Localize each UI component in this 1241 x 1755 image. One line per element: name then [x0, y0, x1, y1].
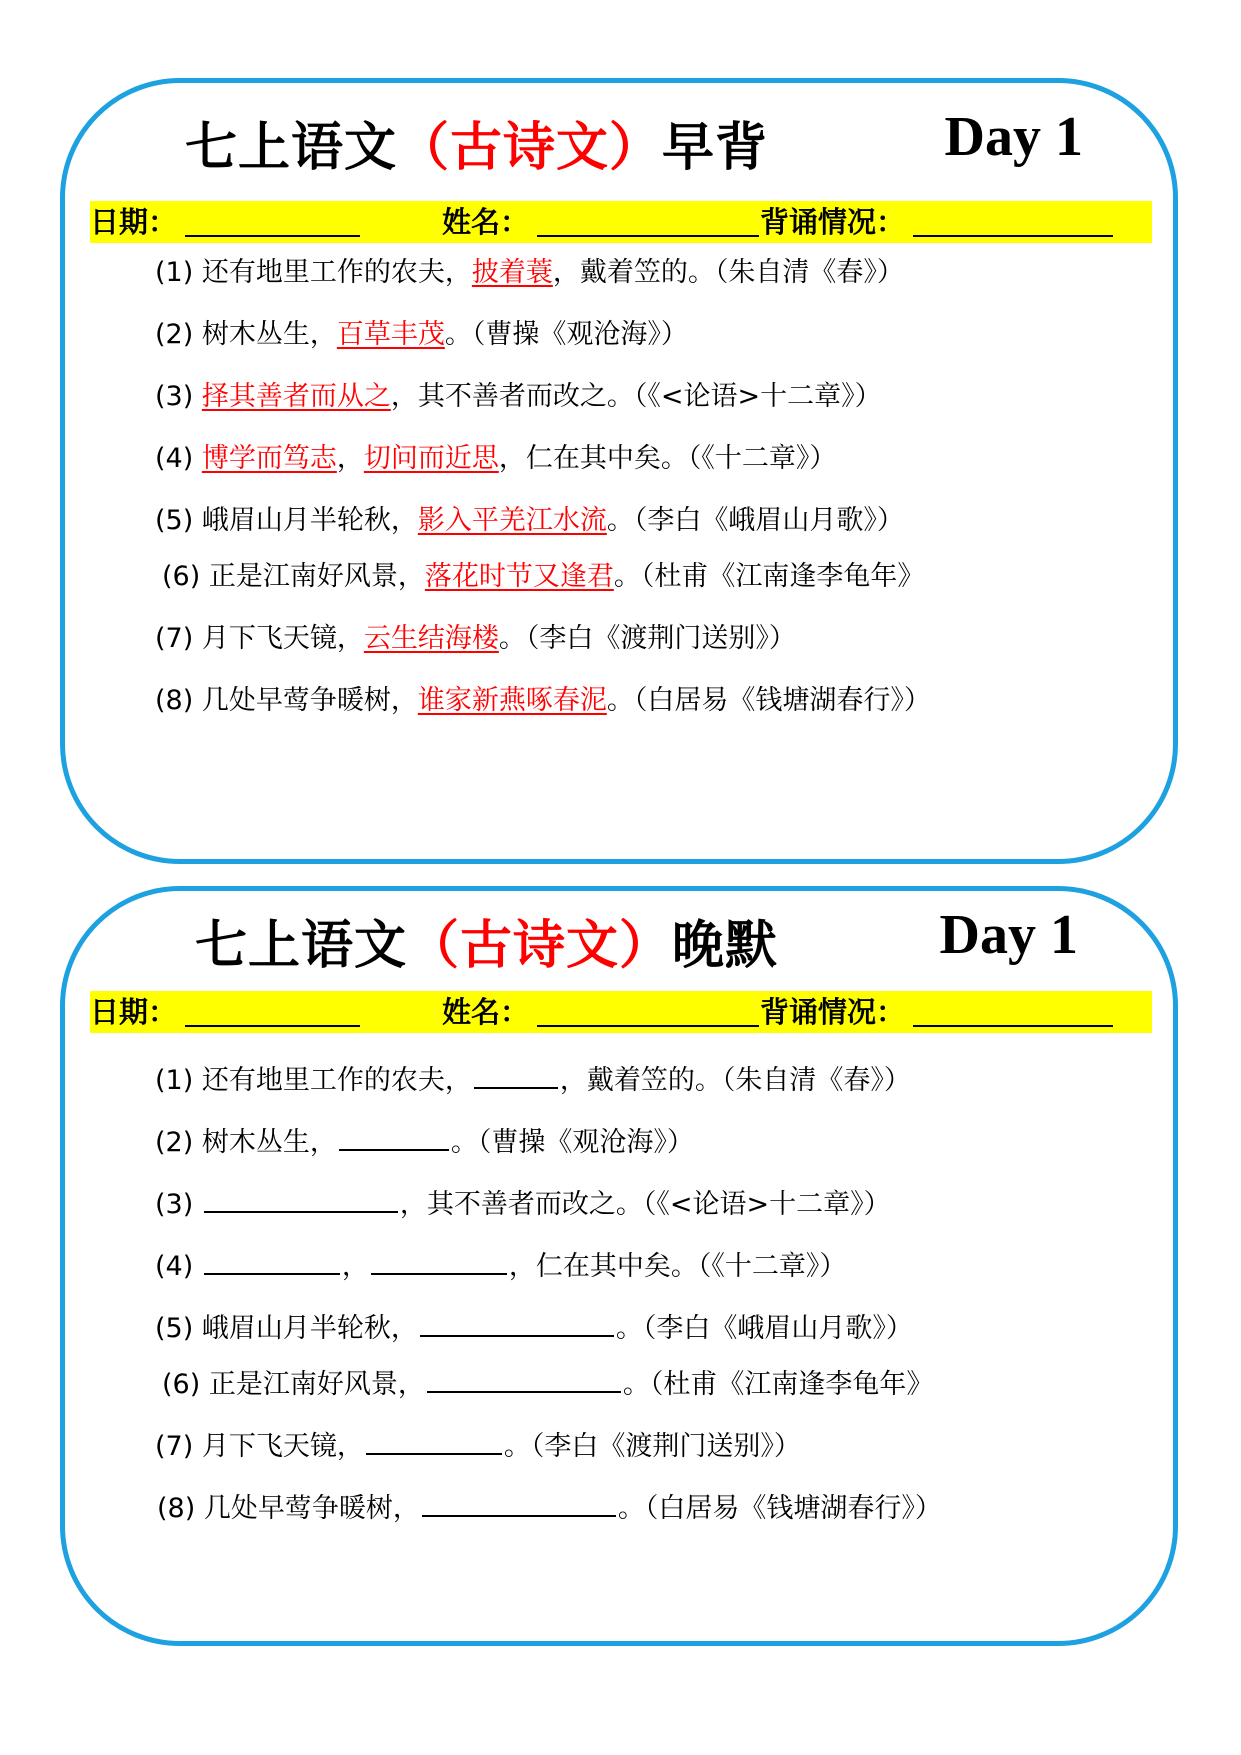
item-source: 。（杜甫《江南逢李龟年》: [622, 1369, 934, 1400]
item-number: (6): [162, 1369, 201, 1400]
recite-label: 背诵情况：: [760, 205, 906, 239]
item-number: (7): [155, 1431, 194, 1462]
answer-blank[interactable]: [427, 1365, 621, 1393]
list-item: [155, 503, 904, 539]
item-source: ，戴着笠的。（朱自清《春》）: [552, 257, 904, 288]
title-suffix: 早背: [662, 117, 769, 178]
list-item: [162, 1365, 933, 1403]
name-field: [442, 991, 759, 1033]
name-field: [442, 201, 759, 243]
item-number: (7): [155, 623, 194, 654]
recite-blank[interactable]: [913, 995, 1113, 1027]
item-text: ，: [336, 443, 364, 474]
answer-blank[interactable]: [204, 1247, 340, 1275]
name-blank[interactable]: [537, 205, 759, 237]
answer-blank[interactable]: [474, 1061, 558, 1089]
item-number: (4): [155, 443, 194, 474]
page-title: [185, 105, 768, 180]
item-number: (4): [155, 1251, 194, 1282]
answer-text: 择其善者而从之: [201, 381, 391, 412]
item-text: 树木丛生，: [201, 1127, 337, 1158]
name-label: 姓名：: [442, 995, 530, 1029]
evening-card: [60, 886, 1178, 1646]
recite-field: [760, 991, 1113, 1033]
list-item: [155, 1247, 846, 1285]
list-item: [155, 683, 931, 719]
item-source: 。（杜甫《江南逢李龟年》: [613, 561, 925, 592]
date-label: 日期：: [90, 205, 178, 239]
item-number: (5): [155, 1313, 194, 1344]
item-source: 。（李白《峨眉山月歌》）: [606, 505, 904, 536]
list-item: [155, 1123, 694, 1161]
day-label: Day 1: [939, 904, 1078, 966]
item-source: 。（李白《峨眉山月歌》）: [615, 1313, 913, 1344]
title-prefix: 七上语文: [185, 117, 398, 178]
list-item: [157, 1489, 942, 1527]
card-title: [65, 903, 1173, 983]
item-number: (3): [155, 381, 194, 412]
list-item: [155, 441, 836, 477]
card-title: [65, 105, 1173, 185]
item-number: (1): [155, 1065, 194, 1096]
item-source: 。（曹操《观沧海》）: [444, 319, 688, 350]
title-highlight: （古诗文）: [397, 117, 663, 178]
name-blank[interactable]: [537, 995, 759, 1027]
list-item: [155, 1061, 911, 1099]
item-text: ，: [341, 1251, 369, 1282]
recite-field: [760, 201, 1113, 243]
answer-text: 披着蓑: [471, 257, 553, 288]
item-text: 树木丛生，: [201, 319, 337, 350]
list-item: [155, 1309, 913, 1347]
answer-blank[interactable]: [420, 1309, 614, 1337]
item-text: 峨眉山月半轮秋，: [201, 1313, 418, 1344]
item-text: 几处早莺争暖树，: [201, 685, 418, 716]
item-source: 。（李白《渡荆门送别》）: [498, 623, 796, 654]
date-field: [90, 991, 360, 1033]
item-text: 正是江南好风景，: [208, 1369, 425, 1400]
answer-text: 谁家新燕啄春泥: [417, 685, 607, 716]
item-source: 。（曹操《观沧海》）: [450, 1127, 694, 1158]
item-number: (5): [155, 505, 194, 536]
info-bar: [90, 991, 1152, 1033]
list-item: [155, 1427, 801, 1465]
answer-text: 百草丰茂: [336, 319, 445, 350]
item-text: 还有地里工作的农夫，: [201, 257, 472, 288]
item-number: (8): [157, 1493, 196, 1524]
item-number: (1): [155, 257, 194, 288]
item-text: 月下飞天镜，: [201, 623, 364, 654]
item-source: 。（白居易《钱塘湖春行》）: [606, 685, 931, 716]
date-label: 日期：: [90, 995, 178, 1029]
title-prefix: 七上语文: [195, 915, 408, 976]
item-source: ，其不善者而改之。（《<论语>十二章》）: [399, 1189, 891, 1220]
recite-label: 背诵情况：: [760, 995, 906, 1029]
list-item: [155, 317, 688, 353]
morning-card: [60, 78, 1178, 864]
list-item: [155, 621, 796, 657]
answer-text: 云生结海楼: [363, 623, 499, 654]
item-number: (2): [155, 319, 194, 350]
day-label: Day 1: [944, 106, 1083, 168]
answer-text: 影入平羌江水流: [417, 505, 607, 536]
name-label: 姓名：: [442, 205, 530, 239]
answer-blank[interactable]: [422, 1489, 616, 1517]
date-blank[interactable]: [185, 205, 360, 237]
answer-blank[interactable]: [371, 1247, 507, 1275]
item-source: 。（李白《渡荆门送别》）: [503, 1431, 801, 1462]
item-source: ，仁在其中矣。（《十二章》）: [508, 1251, 847, 1282]
answer-blank[interactable]: [204, 1185, 398, 1213]
list-item: [155, 379, 882, 415]
answer-text: 切问而近思: [363, 443, 499, 474]
page-title: [195, 903, 778, 978]
list-item: [155, 1185, 891, 1223]
item-text: 峨眉山月半轮秋，: [201, 505, 418, 536]
list-item: [155, 255, 904, 291]
answer-text: 博学而笃志: [201, 443, 337, 474]
item-text: 正是江南好风景，: [208, 561, 425, 592]
list-item: [162, 559, 924, 595]
item-number: (2): [155, 1127, 194, 1158]
answer-blank[interactable]: [339, 1123, 449, 1151]
date-field: [90, 201, 360, 243]
item-number: (6): [162, 561, 201, 592]
item-source: 。（白居易《钱塘湖春行》）: [617, 1493, 942, 1524]
answer-blank[interactable]: [366, 1427, 502, 1455]
item-source: ，仁在其中矣。（《十二章》）: [498, 443, 837, 474]
title-highlight: （古诗文）: [407, 915, 673, 976]
item-text: 几处早莺争暖树，: [203, 1493, 420, 1524]
item-source: ，其不善者而改之。（《<论语>十二章》）: [390, 381, 882, 412]
title-suffix: 晚默: [672, 915, 779, 976]
date-blank[interactable]: [185, 995, 360, 1027]
item-source: ，戴着笠的。（朱自清《春》）: [559, 1065, 911, 1096]
item-text: 还有地里工作的农夫，: [201, 1065, 472, 1096]
recite-blank[interactable]: [913, 205, 1113, 237]
answer-text: 落花时节又逢君: [424, 561, 614, 592]
item-number: (3): [155, 1189, 194, 1220]
item-number: (8): [155, 685, 194, 716]
item-text: 月下飞天镜，: [201, 1431, 364, 1462]
info-bar: [90, 201, 1152, 243]
